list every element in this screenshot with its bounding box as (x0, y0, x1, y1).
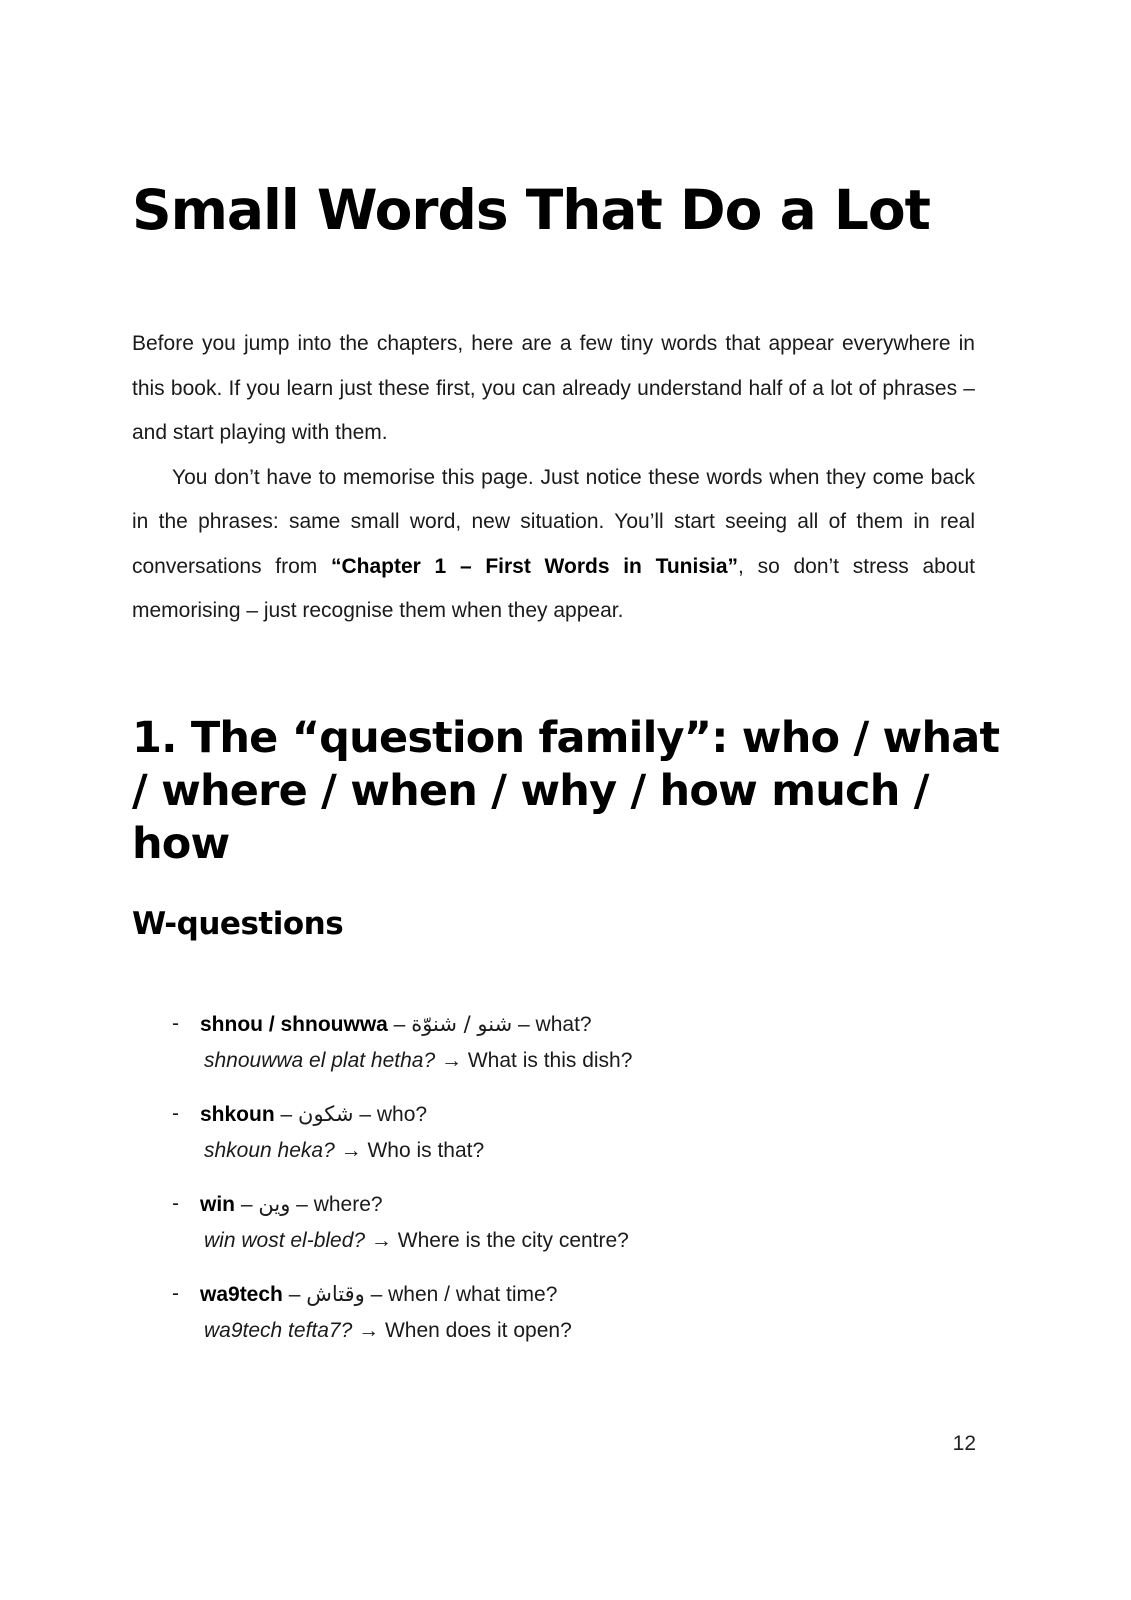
arabic-term: شنو / شنوّة (411, 1012, 513, 1036)
arabic-term: شكون (298, 1102, 354, 1126)
question-word-list (172, 1006, 972, 1366)
term: win (200, 1193, 235, 1216)
intro-paragraph-1: Before you jump into the chapters, here are a few tiny words that appear everywhere in this book. If you learn just these first, you can already understand half of a lot of phrases – and start playing with them. (132, 332, 975, 444)
section-heading: 1. The “question family”: who / what / where / when / why / how much / how (132, 713, 1000, 869)
term: shnou / shnouwwa (200, 1013, 388, 1036)
arrow: → (352, 1319, 385, 1342)
arrow: → (435, 1049, 468, 1072)
term-line (200, 1006, 972, 1043)
example-phrase: shkoun heka? (204, 1139, 335, 1162)
meaning: – what? (512, 1013, 592, 1036)
translation: What is this dish? (467, 1049, 633, 1072)
separator: – (274, 1103, 299, 1126)
list-item (172, 1096, 972, 1169)
term-line (200, 1096, 972, 1133)
separator: – (282, 1283, 307, 1306)
term-line (200, 1276, 972, 1313)
example-line (200, 1223, 972, 1259)
example-phrase: win wost el-bled? (204, 1229, 366, 1252)
example-phrase: shnouwwa el plat hetha? (204, 1049, 436, 1072)
example-line (200, 1133, 972, 1169)
list-bullet: - (172, 1102, 179, 1125)
term: shkoun (200, 1103, 275, 1126)
list-bullet: - (172, 1192, 179, 1215)
subheading: W-questions (132, 906, 344, 942)
separator: – (387, 1013, 412, 1036)
example-line (200, 1043, 972, 1079)
list-item (172, 1006, 972, 1079)
intro-text (132, 322, 975, 634)
arrow: → (334, 1139, 368, 1162)
intro-paragraph-2-end: , so don’t stress about memorising – just recognise them when they appear. (132, 554, 975, 622)
translation: When does it open? (384, 1319, 572, 1342)
term-line (200, 1186, 972, 1223)
separator: – (235, 1193, 259, 1216)
intro-paragraph-2 (132, 456, 975, 634)
list-item (172, 1276, 972, 1349)
arabic-term: وقتاش (306, 1282, 365, 1306)
list-item (172, 1186, 972, 1259)
meaning: – where? (290, 1193, 383, 1216)
translation: Where is the city centre? (397, 1229, 629, 1252)
meaning: – when / what time? (364, 1283, 558, 1306)
translation: Who is that? (367, 1139, 485, 1162)
list-bullet: - (172, 1012, 179, 1035)
example-phrase: wa9tech tefta7? (204, 1319, 353, 1342)
page-title: Small Words That Do a Lot (132, 178, 930, 242)
arabic-term: وين (258, 1192, 291, 1216)
page-number: 12 (952, 1432, 976, 1455)
term: wa9tech (200, 1283, 283, 1306)
meaning: – who? (353, 1103, 428, 1126)
example-line (200, 1313, 972, 1349)
list-bullet: - (172, 1282, 179, 1305)
intro-paragraph-2-start: You don’t have to memorise this page. Just notice these words when they come back in the phrases: same small word, new situation. You’ll start seeing all of them in real conversations from (132, 465, 975, 578)
chapter-reference: “Chapter 1 – First Words in Tunisia” (331, 554, 739, 578)
arrow: → (365, 1229, 398, 1252)
